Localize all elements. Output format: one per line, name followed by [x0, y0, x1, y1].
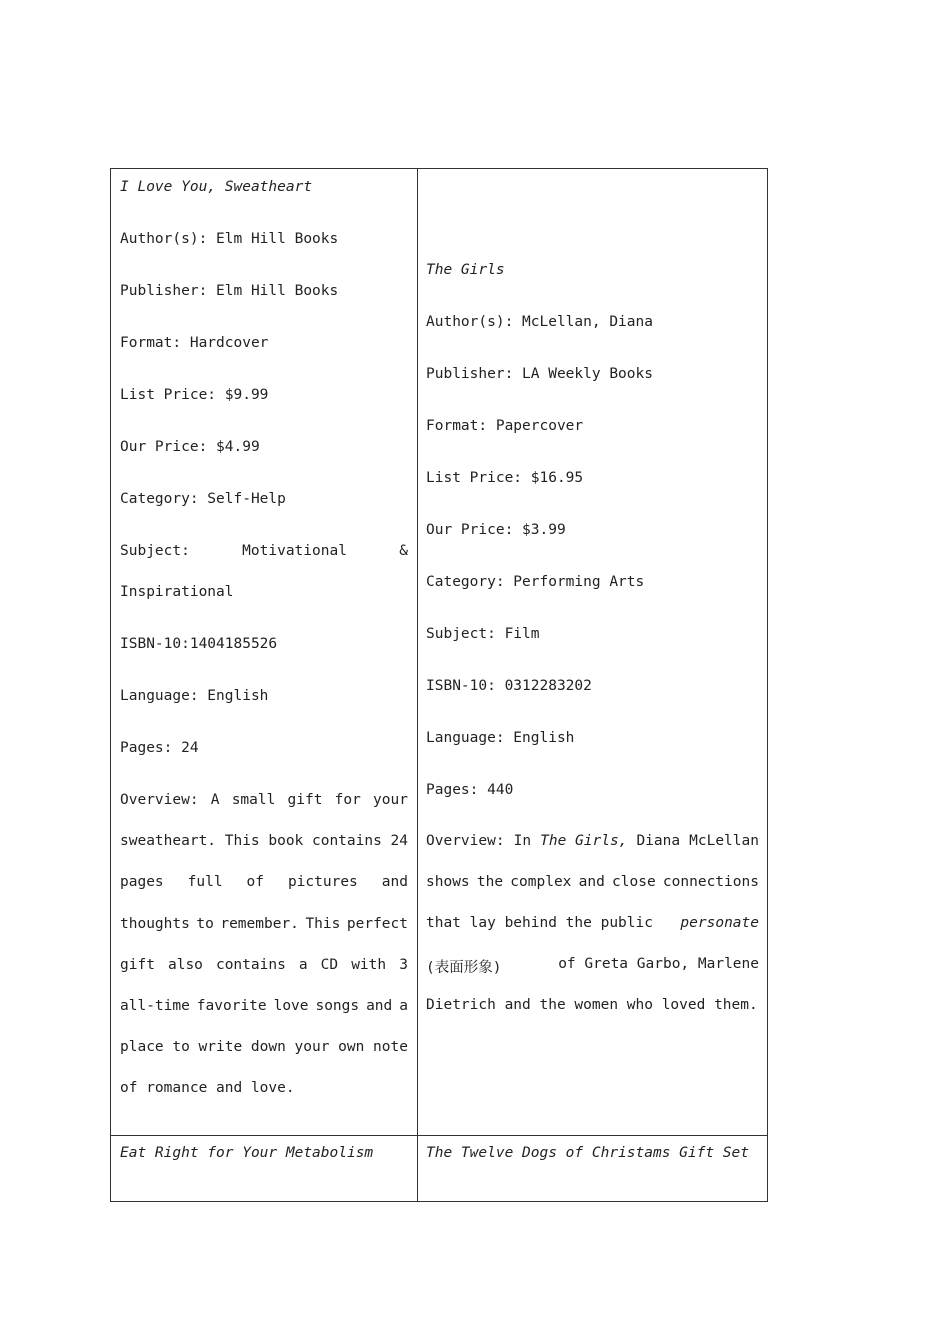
overview-word: gift: [287, 792, 323, 808]
overview-word: songs: [315, 998, 360, 1014]
overview-word: all-time: [120, 998, 190, 1014]
book-format: Format: Papercover: [426, 418, 584, 434]
book-pages: Pages: 440: [426, 782, 514, 798]
overview-word: write: [198, 1039, 243, 1056]
overview-line: [120, 957, 408, 973]
overview-word: This: [224, 833, 260, 850]
overview-line: [426, 833, 759, 849]
column-divider: [417, 169, 418, 1201]
book-publisher: Publisher: LA Weekly Books: [426, 366, 653, 382]
overview-word: for: [334, 792, 361, 808]
overview-word: contains: [215, 956, 286, 973]
book-category: Category: Performing Arts: [426, 574, 645, 590]
book-language: Language: English: [426, 730, 575, 746]
overview-text: shows the complex and close connections: [426, 874, 759, 890]
book-our-price: Our Price: $4.99: [120, 439, 260, 455]
book-title: I Love You, Sweatheart: [120, 179, 313, 195]
overview-line: [426, 915, 759, 931]
overview-word: favorite: [196, 998, 267, 1014]
overview-word: perfect: [346, 915, 408, 932]
book-subject-cont: Inspirational: [120, 584, 234, 600]
overview-word: to: [196, 915, 214, 932]
overview-word: with: [351, 956, 387, 973]
book-publisher: Publisher: Elm Hill Books: [120, 283, 339, 299]
book-language: Language: English: [120, 688, 269, 704]
overview-word: and: [366, 998, 393, 1014]
book-author: Author(s): Elm Hill Books: [120, 231, 339, 247]
overview-line: [120, 792, 408, 808]
overview-word: down: [250, 1039, 286, 1056]
overview-word: pictures: [287, 874, 358, 891]
overview-word: of: [246, 874, 264, 891]
overview-word: own: [338, 1039, 365, 1056]
overview-word: your: [294, 1039, 330, 1056]
book-category: Category: Self-Help: [120, 491, 286, 507]
overview-text: of Greta Garbo, Marlene: [558, 956, 759, 972]
overview-word: CD: [320, 956, 339, 973]
overview-word: Diana: [636, 833, 681, 849]
book-pages: Pages: 24: [120, 740, 199, 756]
overview-line: Dietrich and the women who loved them.: [426, 997, 758, 1013]
subject-part: &: [399, 543, 408, 559]
overview-word: to: [172, 1039, 190, 1056]
subject-part: Motivational: [242, 543, 347, 559]
overview-line: [120, 998, 408, 1014]
overview-word: and: [381, 874, 408, 891]
overview-line: [120, 833, 408, 849]
overview-word: note: [373, 1039, 408, 1056]
overview-word: pages: [120, 874, 164, 891]
book-title: Eat Right for Your Metabolism: [120, 1145, 374, 1161]
overview-em: personate: [680, 915, 759, 931]
subject-label: Subject:: [120, 543, 190, 559]
overview-word: your: [373, 792, 408, 808]
book-format: Format: Hardcover: [120, 335, 269, 351]
overview-word: place: [120, 1039, 164, 1056]
overview-word: contains: [311, 833, 382, 850]
book-list-price: List Price: $16.95: [426, 470, 584, 486]
overview-word: sweatheart.: [120, 833, 217, 850]
book-title: The Girls: [426, 262, 505, 278]
overview-word: This: [305, 915, 341, 932]
overview-word: book: [268, 833, 304, 850]
overview-word: Overview:: [426, 833, 505, 849]
overview-word: McLellan: [689, 833, 759, 849]
row-divider: [111, 1135, 767, 1136]
overview-word: also: [167, 956, 203, 973]
overview-line: [120, 874, 408, 890]
overview-word: full: [187, 874, 223, 891]
overview-word: love: [273, 998, 309, 1014]
overview-word: Overview:: [120, 792, 199, 808]
overview-line: [120, 916, 408, 932]
overview-word: a: [298, 956, 308, 973]
overview-word: 24: [390, 833, 408, 850]
overview-word: thoughts: [120, 915, 190, 932]
overview-word: a: [399, 998, 408, 1014]
book-isbn: ISBN-10:1404185526: [120, 636, 278, 652]
overview-line: [426, 874, 759, 890]
overview-text: (表面形象): [426, 960, 502, 976]
overview-line: [426, 956, 759, 977]
book-our-price: Our Price: $3.99: [426, 522, 566, 538]
overview-word: In: [513, 833, 532, 849]
overview-word: remember.: [220, 915, 299, 932]
overview-title: The Girls,: [540, 833, 628, 849]
overview-line: of romance and love.: [120, 1080, 295, 1097]
overview-word: A: [210, 792, 220, 808]
overview-word: gift: [120, 956, 155, 973]
overview-word: small: [231, 792, 276, 808]
book-subject: [120, 543, 408, 559]
book-table: [110, 168, 768, 1202]
book-title: The Twelve Dogs of Christams Gift Set: [426, 1145, 750, 1161]
book-author: Author(s): McLellan, Diana: [426, 314, 653, 330]
book-subject: Subject: Film: [426, 626, 540, 642]
overview-line: [120, 1039, 408, 1055]
book-isbn: ISBN-10: 0312283202: [426, 678, 592, 694]
overview-text: that lay behind the public: [426, 915, 653, 931]
overview-word: 3: [399, 956, 408, 973]
book-list-price: List Price: $9.99: [120, 387, 269, 403]
